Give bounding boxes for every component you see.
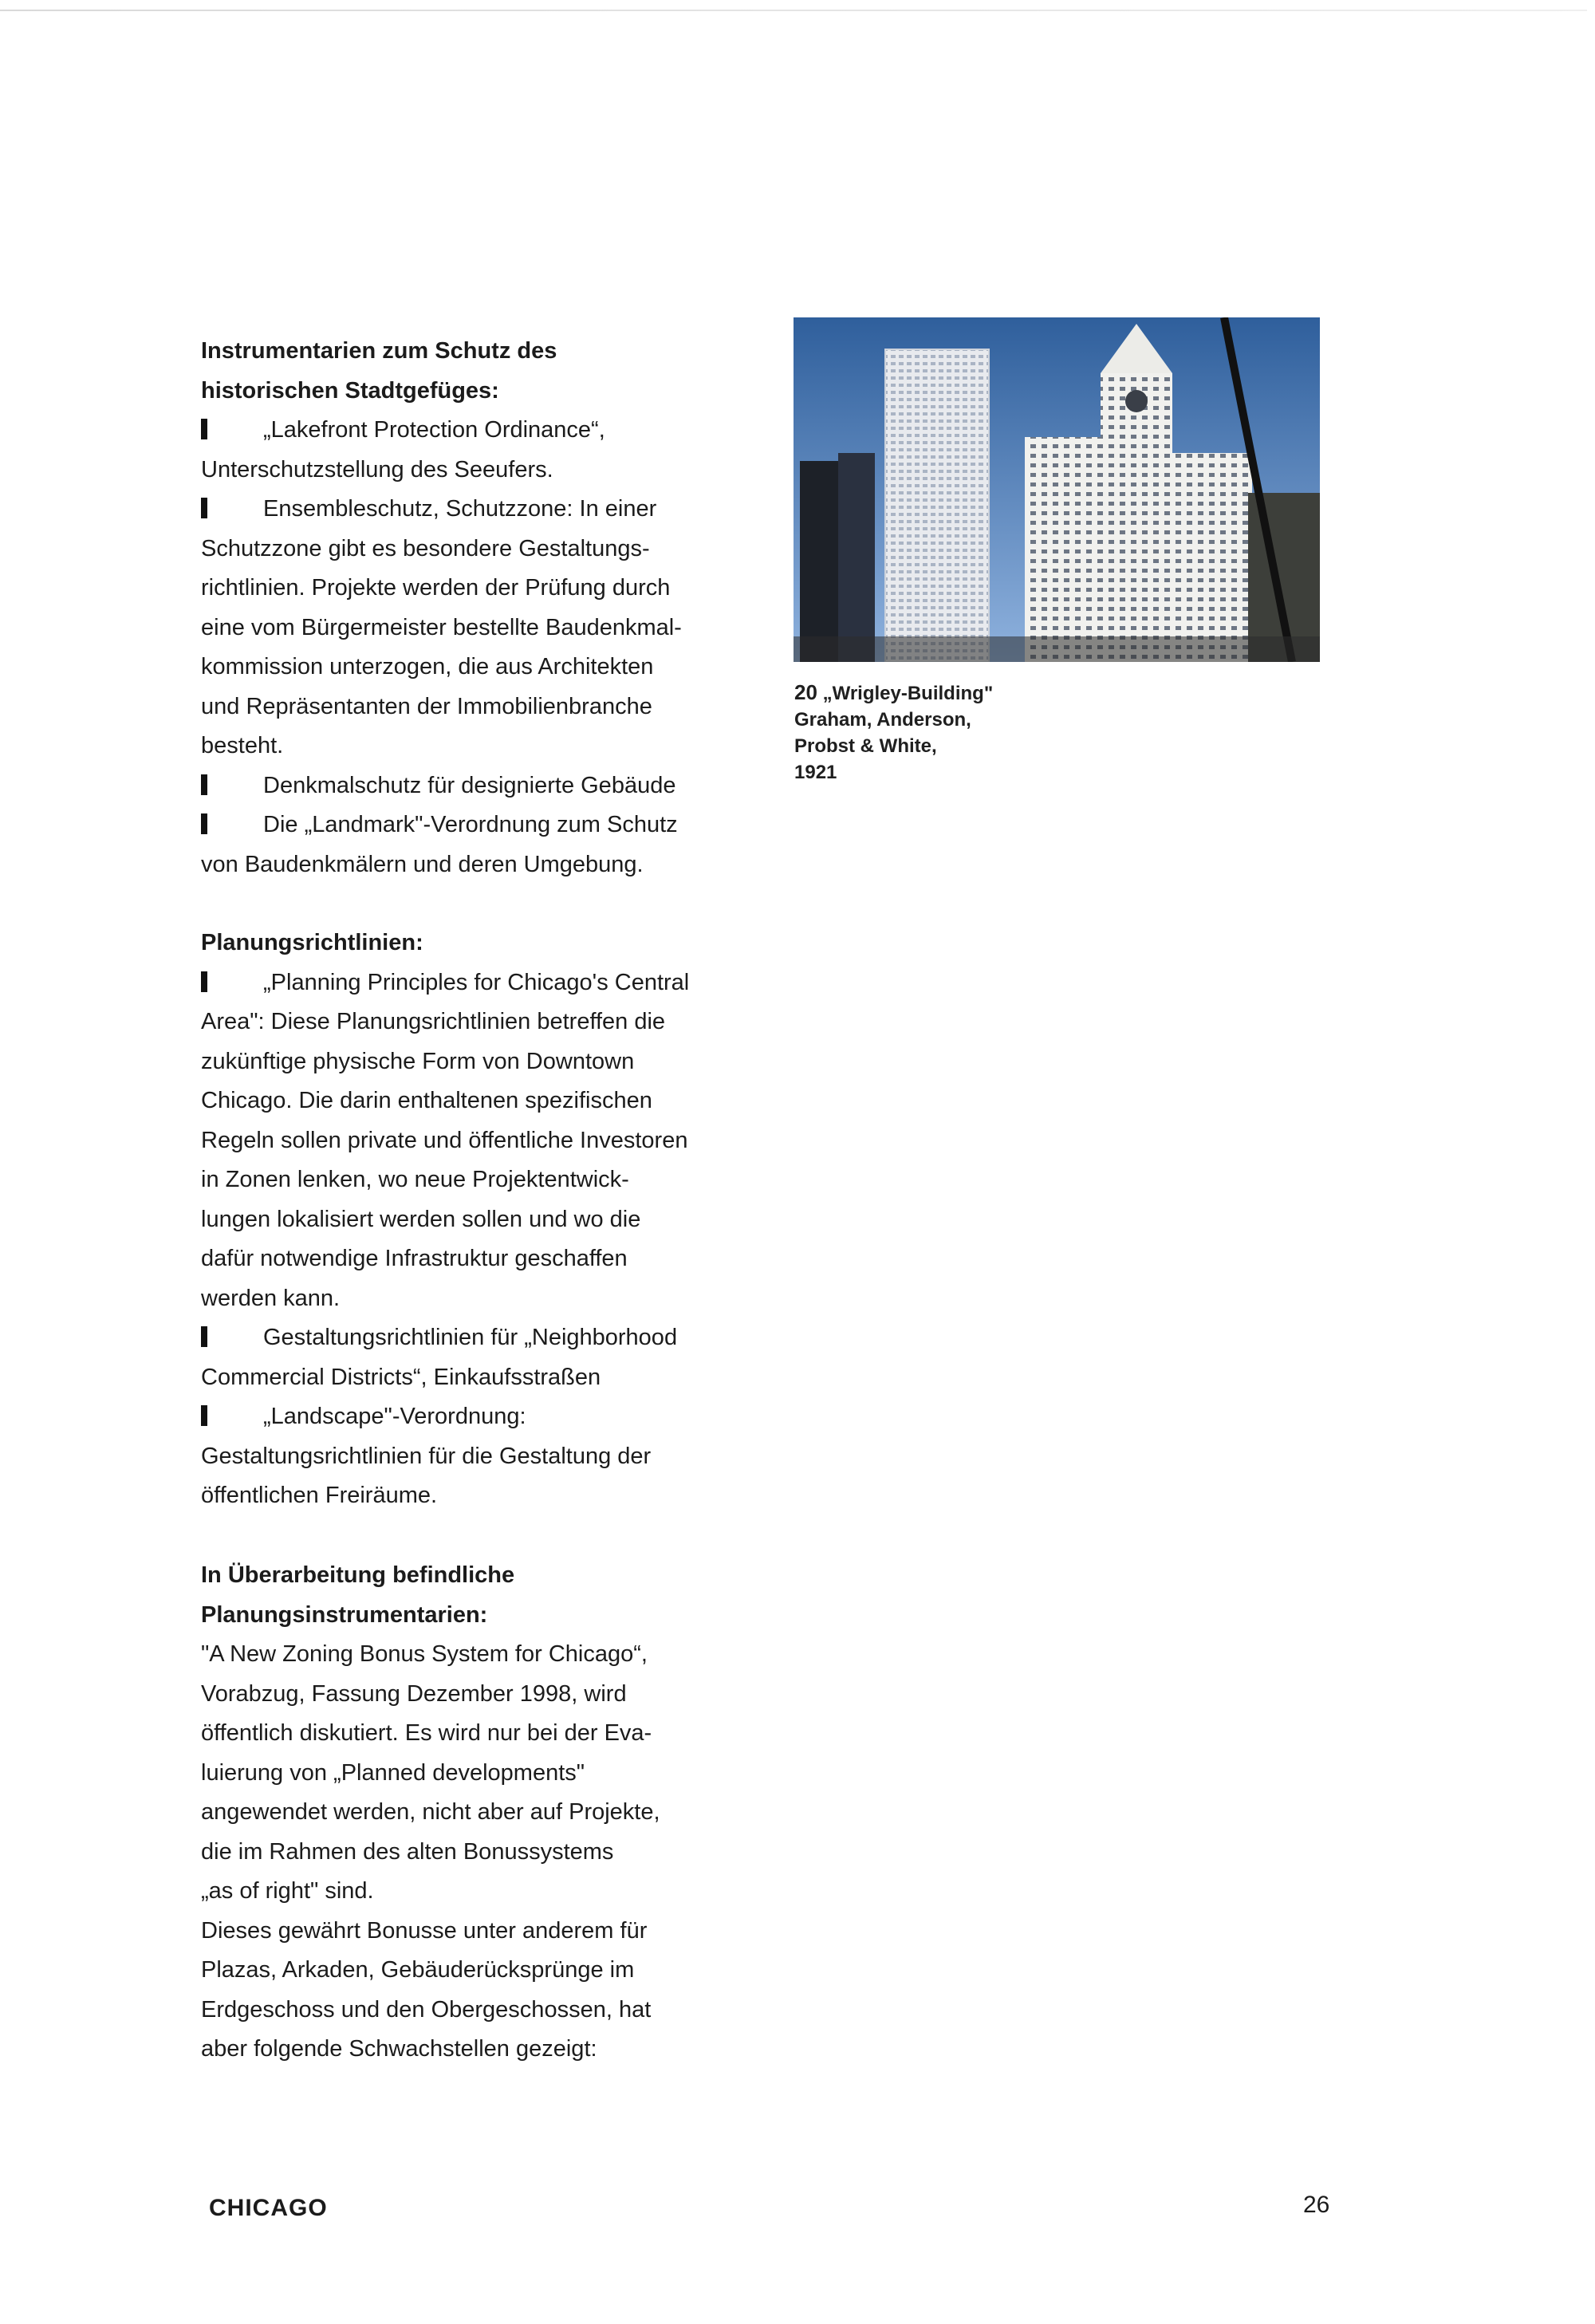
- planning-section: [201, 924, 743, 1516]
- top-rule: [0, 10, 1587, 11]
- figure-credit: Graham, Anderson,: [794, 709, 971, 731]
- heading-line: historischen Stadtgefüges:: [201, 377, 499, 404]
- wrigley-building-photo: [794, 317, 1320, 662]
- text-line: kommission unterzogen, die aus Architekten: [201, 654, 654, 679]
- text-line: Plazas, Arkaden, Gebäuderücksprünge im: [201, 1957, 635, 1983]
- footer-title: CHICAGO: [209, 2195, 328, 2221]
- text-line: Commercial Districts“, Einkaufsstraßen: [201, 1364, 601, 1390]
- planning-heading: Planungsrichtlinien:: [201, 930, 423, 955]
- figure-number: 20: [794, 680, 817, 704]
- text-line: Ensembleschutz, Schutzzone: In einer: [263, 496, 657, 522]
- text-line: von Baudenkmälern und deren Umgebung.: [201, 851, 644, 877]
- bullet-icon: [201, 1405, 207, 1426]
- instruments-section: [201, 332, 743, 884]
- text-line: besteht.: [201, 733, 284, 758]
- revision-heading: [201, 1556, 743, 1635]
- text-line: Vorabzug, Fassung Dezember 1998, wird: [201, 1680, 627, 1707]
- text-line: „Landscape"-Verordnung:: [263, 1404, 526, 1429]
- text-line: Erdgeschoss und den Obergeschossen, hat: [201, 1996, 652, 2023]
- list-item: [201, 411, 743, 490]
- bullet-icon: [201, 774, 207, 795]
- figure-year: 1921: [794, 762, 837, 783]
- page-number: 26: [1303, 2192, 1330, 2218]
- text-line: luierung von „Planned developments": [201, 1759, 585, 1786]
- text-line: Gestaltungsrichtlinien für „Neighborhood: [263, 1325, 678, 1350]
- heading-line: Planungsinstrumentarien:: [201, 1601, 488, 1628]
- list-item: [201, 806, 743, 884]
- revision-paragraph: [201, 1635, 743, 2070]
- text-line: öffentlichen Freiräume.: [201, 1483, 438, 1508]
- text-line: werden kann.: [201, 1285, 341, 1311]
- text-line: Dieses gewährt Bonusse unter anderem für: [201, 1917, 648, 1944]
- photo-illustration: [794, 317, 1320, 662]
- instruments-heading: [201, 332, 743, 411]
- text-line: und Repräsentanten der Immobilienbranche: [201, 693, 652, 719]
- text-line: öffentlich diskutiert. Es wird nur bei der Eva-: [201, 1720, 652, 1746]
- text-line: Regeln sollen private und öffentliche Investoren: [201, 1127, 688, 1153]
- list-item: [201, 963, 743, 1319]
- text-line: eine vom Bürgermeister bestellte Baudenkmal-: [201, 614, 682, 640]
- text-line: zukünftige physische Form von Downtown: [201, 1048, 635, 1074]
- list-item: [201, 766, 743, 806]
- text-line: Denkmalschutz für designierte Gebäude: [263, 772, 676, 798]
- text-line: "A New Zoning Bonus System for Chicago“,: [201, 1641, 648, 1667]
- text-line: Die „Landmark"-Verordnung zum Schutz: [263, 812, 678, 837]
- text-line: Gestaltungsrichtlinien für die Gestaltung der: [201, 1443, 652, 1469]
- text-line: „Planning Principles for Chicago's Central: [263, 969, 690, 995]
- text-line: richtlinien. Projekte werden der Prüfung durch: [201, 575, 671, 601]
- text-line: Chicago. Die darin enthaltenen spezifischen: [201, 1088, 652, 1113]
- text-line: Area": Diese Planungsrichtlinien betreffen die: [201, 1009, 666, 1034]
- bullet-icon: [201, 813, 207, 834]
- text-line: Schutzzone gibt es besondere Gestaltungs-: [201, 535, 650, 561]
- text-line: „Lakefront Protection Ordinance“,: [263, 417, 605, 443]
- revision-section: [201, 1556, 743, 2070]
- bullet-icon: [201, 419, 207, 439]
- text-line: aber folgende Schwachstellen gezeigt:: [201, 2036, 597, 2062]
- text-line: lungen lokalisiert werden sollen und wo die: [201, 1206, 641, 1232]
- text-line: dafür notwendige Infrastruktur geschaffen: [201, 1246, 628, 1271]
- bullet-icon: [201, 1326, 207, 1347]
- text-line: „as of right" sind.: [201, 1878, 374, 1904]
- figure-title: „Wrigley-Building": [822, 683, 994, 704]
- photo-caption: [794, 679, 1081, 786]
- text-line: in Zonen lenken, wo neue Projektentwick-: [201, 1167, 629, 1192]
- list-item: [201, 1397, 743, 1516]
- text-line: die im Rahmen des alten Bonussystems: [201, 1838, 614, 1865]
- list-item: [201, 490, 743, 766]
- heading-line: In Überarbeitung befindliche: [201, 1562, 515, 1588]
- bullet-icon: [201, 498, 207, 518]
- figure-credit: Probst & White,: [794, 735, 937, 757]
- list-item: [201, 1318, 743, 1397]
- heading-line: Instrumentarien zum Schutz des: [201, 338, 557, 364]
- text-line: Unterschutzstellung des Seeufers.: [201, 456, 553, 483]
- bullet-icon: [201, 971, 207, 992]
- text-line: angewendet werden, nicht aber auf Projekte,: [201, 1799, 660, 1825]
